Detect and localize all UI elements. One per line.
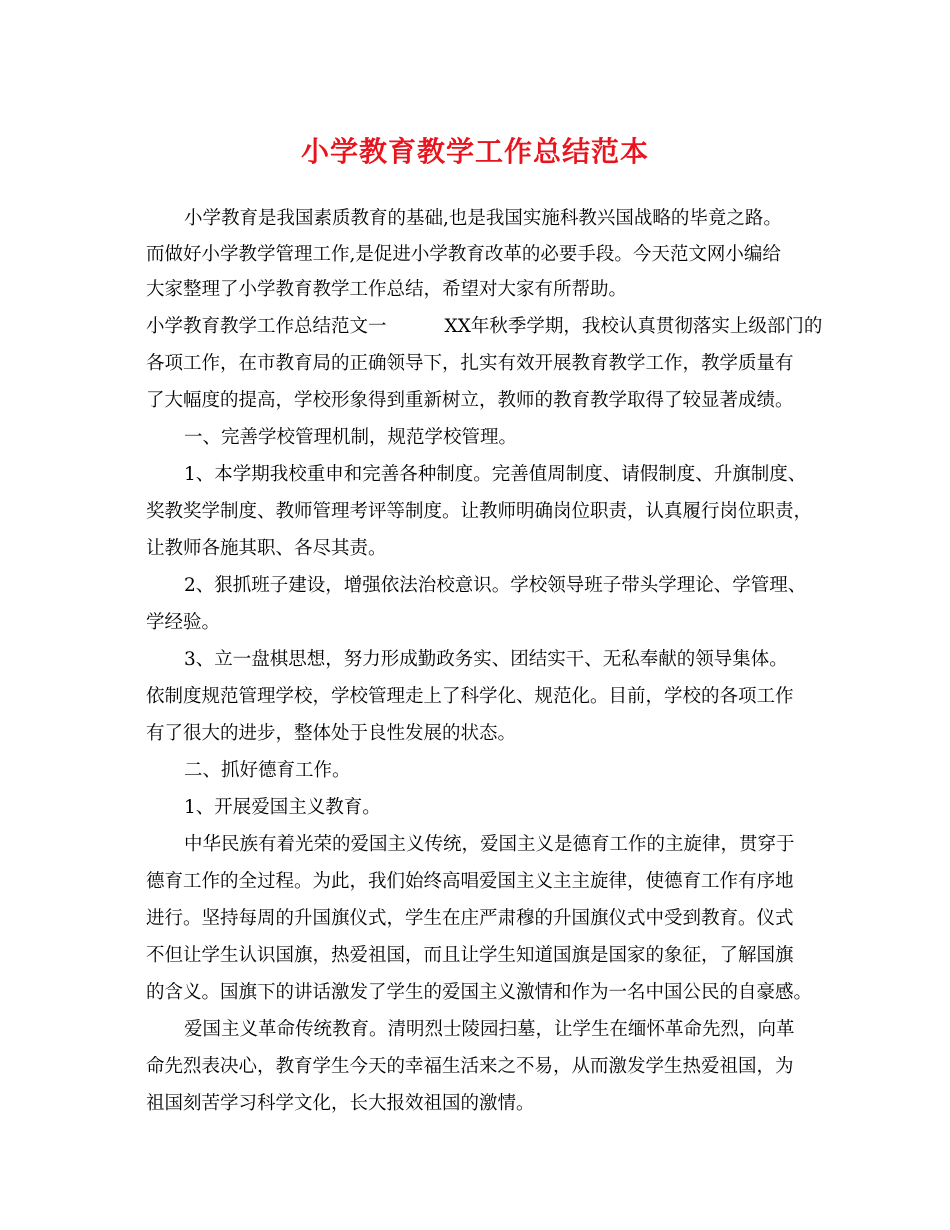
section-heading: 一、完善学校管理机制，规范学校管理。 — [184, 427, 518, 448]
paragraph-line: 中华民族有着光荣的爱国主义传统，爱国主义是德育工作的主旋律，贯穿于 — [184, 834, 795, 855]
paragraph-line — [146, 312, 822, 342]
document-title: 小学教育教学工作总结范本 — [300, 135, 649, 168]
paragraph-line: 学经验。 — [146, 612, 221, 633]
paragraph-line: 进行。坚持每周的升国旗仪式，学生在庄严肃穆的升国旗仪式中受到教育。仪式 — [146, 908, 794, 929]
paragraph-line: 祖国刻苦学习科学文化，长大报效祖国的激情。 — [146, 1093, 535, 1114]
paragraph-line: 的含义。国旗下的讲话激发了学生的爱国主义激情和作为一名中国公民的自豪感。 — [146, 982, 813, 1003]
section-heading: 二、抓好德育工作。 — [184, 760, 351, 781]
paragraph-line: 有了很大的进步，整体处于良性发展的状态。 — [146, 723, 517, 744]
paragraph-line: 大家整理了小学教育教学工作总结，希望对大家有所帮助。 — [146, 279, 628, 300]
paragraph-text: XX年秋季学期，我校认真贯彻落实上级部门的 — [444, 316, 823, 337]
paragraph-line: 3、立一盘棋思想，努力形成勤政务实、团结实干、无私奉献的领导集体。 — [184, 649, 788, 670]
paragraph-line: 各项工作，在市教育局的正确领导下，扎实有效开展教育教学工作，教学质量有 — [146, 353, 794, 374]
paragraph-line: 德育工作的全过程。为此，我们始终高唱爱国主义主主旋律，使德育工作有序地 — [146, 871, 794, 892]
paragraph-line: 命先烈表决心，教育学生今天的幸福生活来之不易，从而激发学生热爱祖国，为 — [146, 1056, 794, 1077]
paragraph-line: 而做好小学教学管理工作,是促进小学教育改革的必要手段。今天范文网小编给 — [146, 244, 781, 265]
paragraph-line: 1、本学期我校重申和完善各种制度。完善值周制度、请假制度、升旗制度、 — [184, 464, 807, 485]
paragraph-line: 2、狠抓班子建设，增强依法治校意识。学校领导班子带头学理论、学管理、 — [184, 575, 807, 596]
paragraph-line: 不但让学生认识国旗，热爱祖国，而且让学生知道国旗是国家的象征，了解国旗 — [146, 945, 794, 966]
paragraph-line: 奖教奖学制度、教师管理考评等制度。让教师明确岗位职责，认真履行岗位职责， — [146, 501, 813, 522]
paragraph-line: 让教师各施其职、各尽其责。 — [146, 538, 387, 559]
paragraph-line: 依制度规范管理学校，学校管理走上了科学化、规范化。目前，学校的各项工作 — [146, 686, 794, 707]
paragraph-line: 小学教育是我国素质教育的基础,也是我国实施科教兴国战略的毕竟之路。 — [184, 208, 782, 229]
paragraph-line: 了大幅度的提高，学校形象得到重新树立，教师的教育教学取得了较显著成绩。 — [146, 390, 794, 411]
subsection-heading: 1、开展爱国主义教育。 — [184, 797, 381, 818]
section-heading: 小学教育教学工作总结范文一 — [146, 316, 387, 337]
paragraph-line: 爱国主义革命传统教育。清明烈士陵园扫墓，让学生在缅怀革命先烈，向革 — [184, 1019, 795, 1040]
